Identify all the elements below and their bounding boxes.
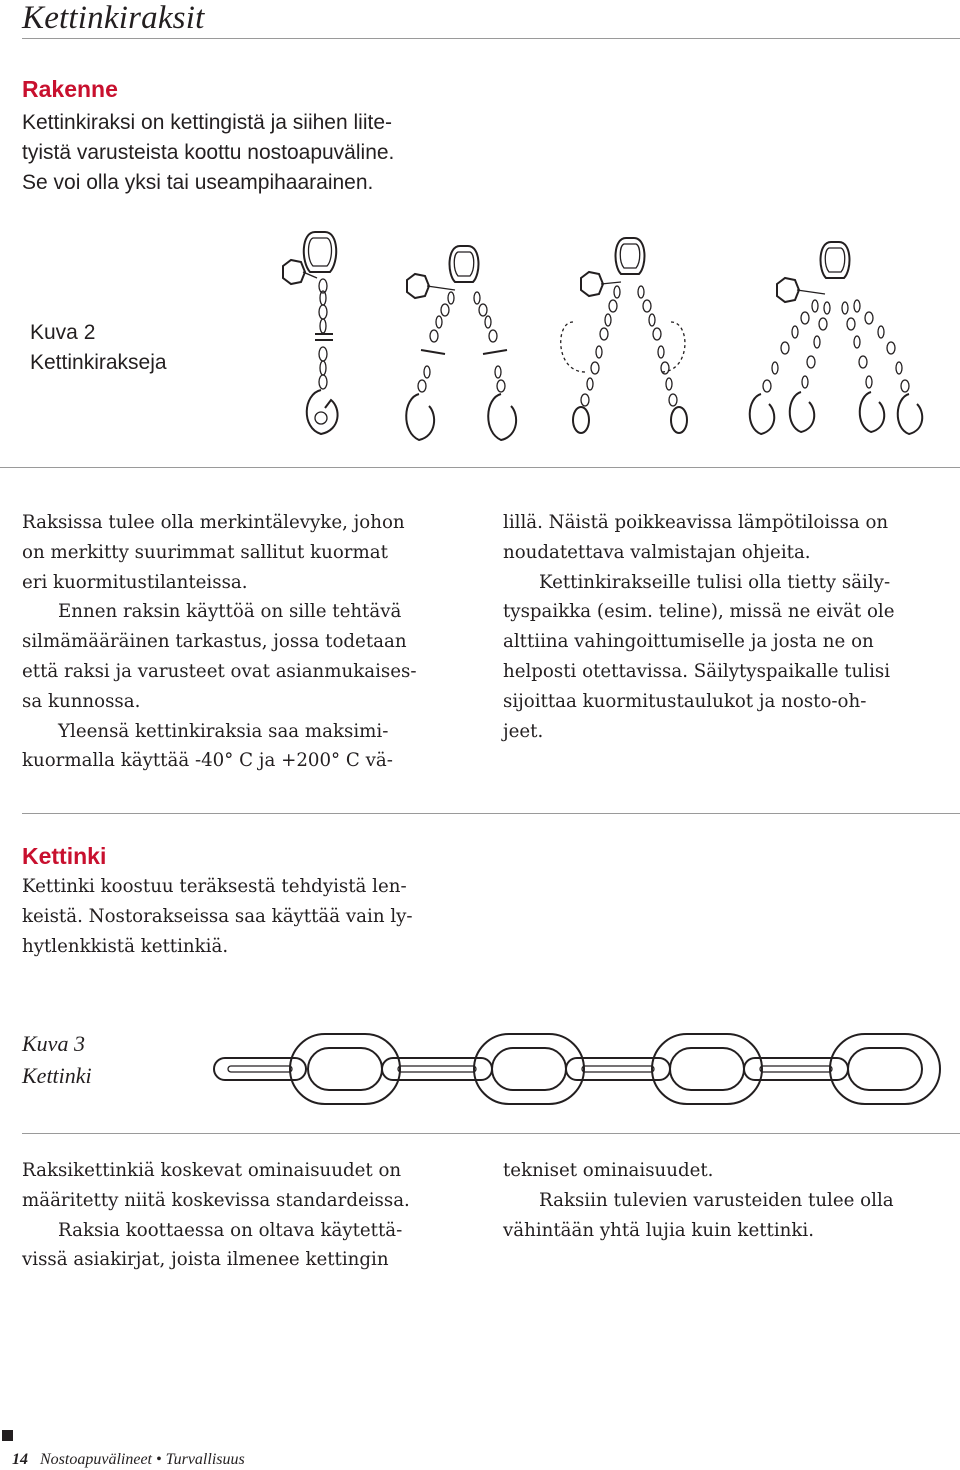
standards-left-column [22, 1156, 482, 1275]
text-line: eri kuormitustilanteissa. [22, 571, 248, 593]
figure-3-caption-title: Kettinki [22, 1063, 92, 1088]
text-line: vissä asiakirjat, joista ilmenee kettingin [22, 1249, 389, 1271]
footer [12, 1451, 245, 1469]
text-line: Se voi olla yksi tai useampihaarainen. [22, 171, 374, 194]
kettinki-paragraph [22, 872, 482, 961]
text-line: lillä. Näistä poikkeavissa lämpötiloissa on [503, 512, 889, 533]
text-line: jeet. [503, 720, 544, 742]
two-leg-sling-with-shorteners-icon [561, 238, 687, 433]
section-heading-rakenne: Rakenne [22, 76, 118, 102]
chain-link-flat [744, 1058, 848, 1080]
figure-3-caption-number: Kuva 3 [22, 1031, 85, 1056]
text-line: on merkitty suurimmat sallitut kuormat [22, 541, 388, 563]
two-leg-sling-icon [406, 246, 516, 440]
text-line: Raksissa tulee olla merkintälevyke, johon [22, 512, 405, 533]
text-line: noudatettava valmistajan ohjeita. [503, 541, 811, 563]
chain-link-ring [652, 1034, 762, 1104]
text-line: Raksia koottaessa on oltava käytettä- [58, 1219, 403, 1241]
text-line: Raksikettinkiä koskevat ominaisuudet on [22, 1160, 402, 1181]
text-line: tekniset ominaisuudet. [503, 1160, 714, 1181]
chain-links-icon [212, 1030, 942, 1110]
single-leg-sling-icon [283, 232, 338, 434]
text-line: kuormalla käyttää -40° C ja +200° C vä- [22, 750, 393, 772]
figure-2-illustration [255, 222, 960, 462]
text-line: Ennen raksin käyttöä on sille tehtävä [58, 601, 402, 623]
text-line: Kettinkirakseille tulisi olla tietty säily- [539, 571, 891, 593]
footer-square-marker [2, 1430, 13, 1441]
section-rule [22, 813, 960, 814]
text-line: Raksiin tulevien varusteiden tulee olla [539, 1189, 894, 1211]
figure-3-caption [22, 1028, 92, 1092]
marking-left-column [22, 508, 472, 776]
footer-page-number: 14 [12, 1451, 28, 1468]
four-leg-sling-icon [750, 242, 923, 434]
footer-publication: Nostoapuvälineet • Turvallisuus [40, 1451, 245, 1468]
text-line: keistä. Nostorakseissa saa käyttää vain ly- [22, 905, 413, 927]
figure-3-rule [22, 1133, 960, 1134]
figure-2-caption-title: Kettinkirakseja [30, 351, 167, 374]
section-heading-kettinki: Kettinki [22, 843, 107, 869]
text-line: sa kunnossa. [22, 690, 141, 712]
marking-right-column [503, 508, 953, 746]
chain-link-ring [830, 1034, 940, 1104]
text-line: vähintään yhtä lujia kuin kettinki. [503, 1219, 814, 1241]
chain-link-flat [566, 1058, 670, 1080]
text-line: Yleensä kettinkiraksia saa maksimi- [58, 720, 389, 742]
text-line: sijoittaa kuormitustaulukot ja nosto-oh- [503, 690, 867, 712]
figure-2-rule [0, 467, 960, 468]
text-line: tyspaikka (esim. teline), missä ne eivät ole [503, 601, 895, 623]
title-rule [22, 38, 960, 39]
text-line: silmämääräinen tarkastus, jossa todetaan [22, 631, 407, 653]
text-line: määritetty niitä koskevissa standardeissa. [22, 1189, 410, 1211]
text-line: hytlenkkistä kettinkiä. [22, 935, 229, 957]
text-line: Kettinkiraksi on kettingistä ja siihen liite- [22, 111, 393, 134]
rakenne-paragraph [22, 108, 492, 198]
text-line: että raksi ja varusteet ovat asianmukaises- [22, 660, 417, 682]
standards-right-column [503, 1156, 953, 1245]
chain-link-flat [214, 1058, 306, 1080]
page-title: Kettinkiraksit [22, 0, 205, 36]
text-line: Kettinki koostuu teräksestä tehdyistä len- [22, 876, 407, 897]
text-line: helposti otettavissa. Säilytyspaikalle tulisi [503, 660, 891, 682]
text-line: tyistä varusteista koottu nostoapuväline. [22, 141, 395, 164]
figure-2-caption [30, 318, 167, 378]
chain-link-ring [474, 1034, 584, 1104]
text-line: alttiina vahingoittumiselle ja josta ne on [503, 631, 874, 653]
figure-2-caption-number: Kuva 2 [30, 321, 96, 344]
